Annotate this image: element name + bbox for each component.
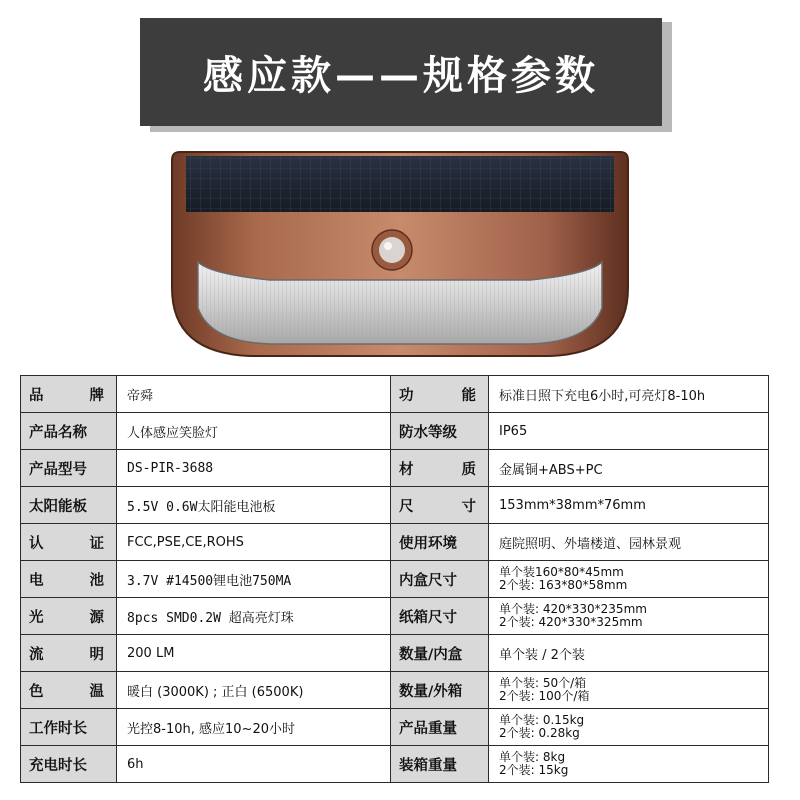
spec-label: 装箱重量 xyxy=(391,746,489,783)
spec-label: 色 温 xyxy=(21,672,117,709)
spec-label: 光 源 xyxy=(21,598,117,635)
spec-row xyxy=(21,450,769,487)
spec-table xyxy=(20,375,769,783)
spec-label: 纸箱尺寸 xyxy=(391,598,489,635)
spec-value xyxy=(489,746,769,783)
spec-value: FCC,PSE,CE,ROHS xyxy=(117,524,391,561)
spec-value: 暖白 (3000K) ; 正白 (6500K) xyxy=(117,672,391,709)
spec-row xyxy=(21,746,769,783)
spec-label: 产品型号 xyxy=(21,450,117,487)
spec-value-line: 单个装160*80*45mm xyxy=(499,565,624,579)
spec-label: 数量/外箱 xyxy=(391,672,489,709)
spec-value: 人体感应笑脸灯 xyxy=(117,413,391,450)
spec-value: 5.5V 0.6W太阳能电池板 xyxy=(117,487,391,524)
spec-label: 认 证 xyxy=(21,524,117,561)
spec-value xyxy=(489,672,769,709)
spec-value: DS-PIR-3688 xyxy=(117,450,391,487)
spec-label: 产品重量 xyxy=(391,709,489,746)
spec-value: 6h xyxy=(117,746,391,783)
spec-row xyxy=(21,672,769,709)
spec-value: 金属铜+ABS+PC xyxy=(489,450,769,487)
spec-label: 尺 寸 xyxy=(391,487,489,524)
spec-label: 充电时长 xyxy=(21,746,117,783)
spec-row xyxy=(21,561,769,598)
solar-lamp-product-image xyxy=(150,138,650,373)
spec-value: 200 LM xyxy=(117,635,391,672)
spec-label: 品 牌 xyxy=(21,376,117,413)
spec-label: 使用环境 xyxy=(391,524,489,561)
spec-value: 8pcs SMD0.2W 超高亮灯珠 xyxy=(117,598,391,635)
spec-label: 产品名称 xyxy=(21,413,117,450)
spec-row xyxy=(21,376,769,413)
spec-label: 防水等级 xyxy=(391,413,489,450)
spec-value xyxy=(489,709,769,746)
spec-label: 太阳能板 xyxy=(21,487,117,524)
spec-value-line: 单个装: 0.15kg xyxy=(499,713,585,727)
spec-value-line: 2个装: 100个/箱 xyxy=(499,689,590,703)
spec-label: 流 明 xyxy=(21,635,117,672)
spec-row xyxy=(21,598,769,635)
spec-value-line: 单个装: 420*330*235mm xyxy=(499,602,647,616)
spec-row xyxy=(21,487,769,524)
spec-label: 数量/内盒 xyxy=(391,635,489,672)
spec-value-line: 2个装: 0.28kg xyxy=(499,726,580,740)
spec-value-line: 单个装: 50个/箱 xyxy=(499,676,587,690)
page-title: 感应款——规格参数 xyxy=(203,52,599,99)
spec-row xyxy=(21,635,769,672)
title-banner xyxy=(140,18,662,126)
spec-value: 光控8-10h, 感应10~20小时 xyxy=(117,709,391,746)
spec-value xyxy=(489,598,769,635)
spec-row xyxy=(21,524,769,561)
spec-label: 内盒尺寸 xyxy=(391,561,489,598)
spec-value: 标准日照下充电6小时,可亮灯8-10h xyxy=(489,376,769,413)
spec-value: 3.7V #14500锂电池750MA xyxy=(117,561,391,598)
spec-label: 功 能 xyxy=(391,376,489,413)
spec-value: 庭院照明、外墙楼道、园林景观 xyxy=(489,524,769,561)
spec-value: 单个装 / 2个装 xyxy=(489,635,769,672)
spec-value-line: 单个装: 8kg xyxy=(499,750,566,764)
spec-row xyxy=(21,413,769,450)
spec-value-line: 2个装: 15kg xyxy=(499,763,569,777)
spec-value: 帝舜 xyxy=(117,376,391,413)
spec-row xyxy=(21,709,769,746)
spec-label: 材 质 xyxy=(391,450,489,487)
spec-value: 153mm*38mm*76mm xyxy=(489,487,769,524)
spec-label: 工作时长 xyxy=(21,709,117,746)
spec-value: IP65 xyxy=(489,413,769,450)
spec-label: 电 池 xyxy=(21,561,117,598)
spec-value xyxy=(489,561,769,598)
spec-value-line: 2个装: 420*330*325mm xyxy=(499,615,643,629)
spec-value-line: 2个装: 163*80*58mm xyxy=(499,578,628,592)
